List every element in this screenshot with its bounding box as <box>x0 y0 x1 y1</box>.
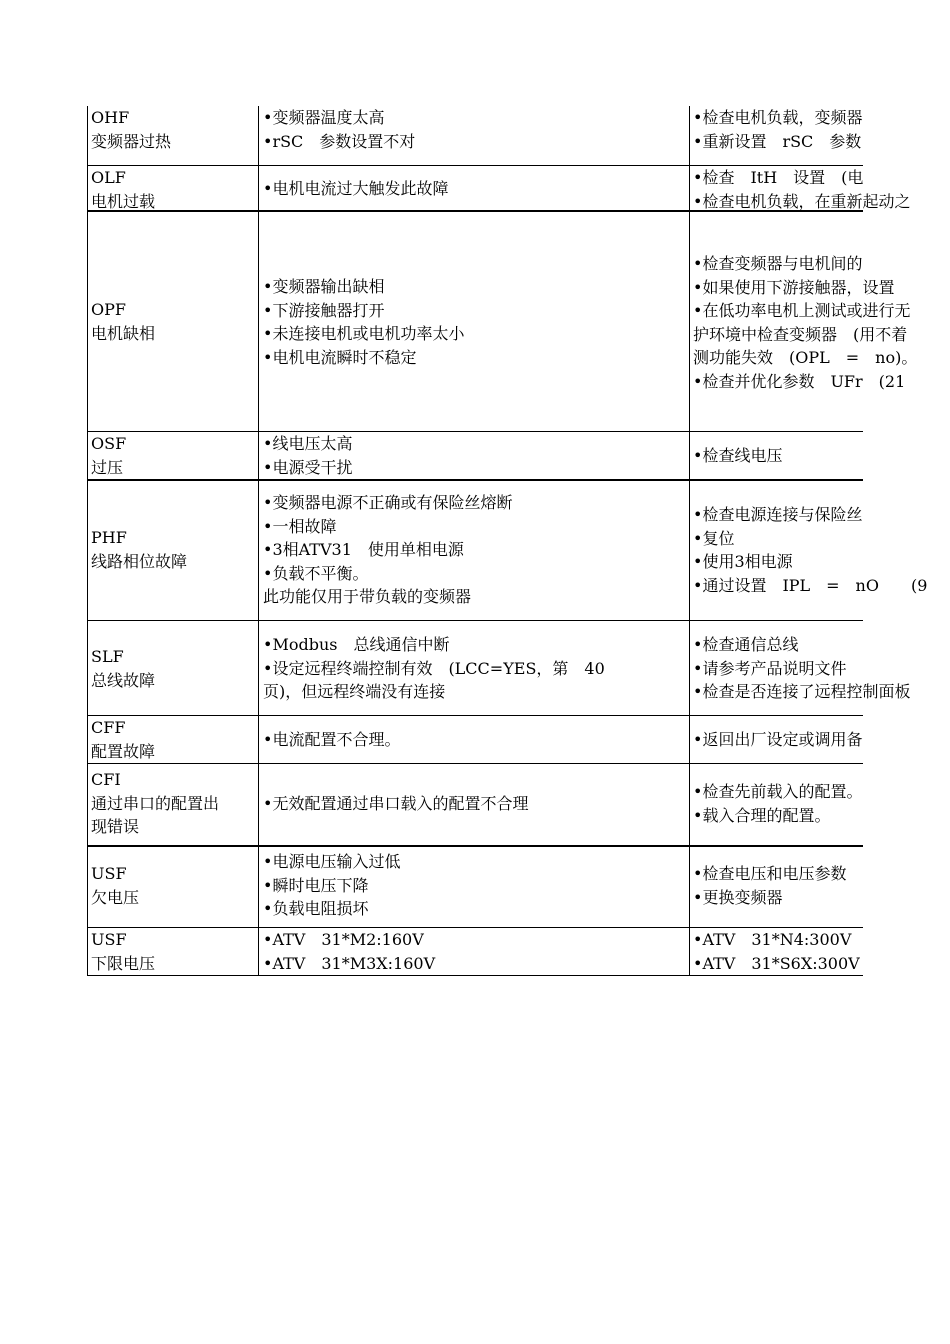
fault-code-cell <box>91 768 256 839</box>
cause-cell <box>263 106 683 153</box>
cause-line: •3相ATV31 使用单相电源 <box>263 540 464 559</box>
fault-code-cell <box>91 862 256 909</box>
remedy-cell <box>693 166 950 213</box>
cause-line: •未连接电机或电机功率太小 <box>263 324 465 343</box>
cause-line: •ATV 31*M2:160V <box>263 930 424 949</box>
remedy-cell <box>693 444 950 468</box>
remedy-line: •返回出厂设定或调用备 <box>693 730 863 749</box>
fault-name: 过压 <box>91 457 124 477</box>
fault-name-cont: 现错误 <box>91 817 140 836</box>
remedy-line: 测功能失效 (OPL = no)。 <box>693 348 918 367</box>
row-line <box>87 620 863 621</box>
row-line <box>87 763 863 764</box>
remedy-line: •检查变频器与电机间的 <box>693 254 863 273</box>
cause-line: 此功能仅用于带负载的变频器 <box>263 587 472 606</box>
cause-line: •电机电流过大触发此故障 <box>263 179 449 198</box>
remedy-cell <box>693 728 950 752</box>
cause-line: •电源电压输入过低 <box>263 852 401 871</box>
cause-cell <box>263 432 683 479</box>
cause-line: •Modbus 总线通信中断 <box>263 635 450 654</box>
fault-code-cell <box>91 166 256 213</box>
fault-code: CFI <box>91 770 121 789</box>
fault-code-cell <box>91 526 256 573</box>
remedy-line: •检查电机负载，在重新起动之 <box>693 191 911 211</box>
row-line <box>87 845 863 847</box>
fault-name: 配置故障 <box>91 741 156 761</box>
remedy-line: •检查是否连接了远程控制面板 <box>693 682 911 701</box>
remedy-line: •请参考产品说明文件 <box>693 658 847 678</box>
fault-code-cell <box>91 645 256 692</box>
remedy-cell <box>693 862 950 909</box>
remedy-line: •通过设置 IPL = nO (9 <box>693 575 928 595</box>
remedy-line: •检查 ItH 设置 (电 <box>693 168 864 187</box>
fault-code: CFF <box>91 718 126 737</box>
cause-cell <box>263 850 683 921</box>
cause-line: •ATV 31*M3X:160V <box>263 953 436 973</box>
fault-name: 电机缺相 <box>91 323 156 343</box>
fault-code: SLF <box>91 647 124 666</box>
remedy-line: •检查电机负载，变频器 <box>693 108 863 127</box>
fault-name: 通过串口的配置出 <box>91 793 220 813</box>
cause-line: •变频器温度太高 <box>263 108 385 127</box>
cause-line: •负载电阻损坏 <box>263 899 369 918</box>
remedy-line: •ATV 31*N4:300V <box>693 930 852 949</box>
remedy-line: •载入合理的配置。 <box>693 805 831 825</box>
fault-name: 电机过载 <box>91 191 156 211</box>
remedy-line: •使用3相电源 <box>693 552 793 571</box>
fault-code-cell <box>91 298 256 345</box>
remedy-cell <box>693 780 950 827</box>
cause-line: •线电压太高 <box>263 434 353 453</box>
fault-name: 变频器过热 <box>91 131 172 151</box>
cause-line: •变频器输出缺相 <box>263 277 385 296</box>
remedy-cell <box>693 106 950 153</box>
cause-cell <box>263 177 683 201</box>
cause-line: •电源受干扰 <box>263 457 353 477</box>
remedy-line: •检查先前载入的配置。 <box>693 782 863 801</box>
fault-code: OLF <box>91 168 126 187</box>
remedy-line: •重新设置 rSC 参数 <box>693 131 862 151</box>
cause-cell <box>263 275 683 369</box>
cause-line: •设定远程终端控制有效 (LCC=YES，第 40 <box>263 658 605 678</box>
remedy-line: 护环境中检查变频器 (用不着 <box>693 324 908 344</box>
cause-cell <box>263 792 683 816</box>
remedy-line: •ATV 31*S6X:300V <box>693 953 860 973</box>
cause-line: •无效配置通过串口载入的配置不合理 <box>263 794 529 813</box>
fault-code: USF <box>91 930 127 949</box>
remedy-line: •检查并优化参数 UFr (21 <box>693 371 906 391</box>
remedy-line: •检查电源连接与保险丝 <box>693 505 863 524</box>
remedy-cell <box>693 252 950 393</box>
cause-cell <box>263 633 683 704</box>
fault-code: USF <box>91 864 127 883</box>
cause-line: 页)，但远程终端没有连接 <box>263 682 446 701</box>
cause-line: •负载不平衡。 <box>263 563 369 583</box>
remedy-line: •复位 <box>693 528 735 548</box>
cause-line: •下游接触器打开 <box>263 300 385 320</box>
cause-cell <box>263 728 683 752</box>
fault-name: 下限电压 <box>91 953 156 973</box>
remedy-line: •检查电压和电压参数 <box>693 864 847 883</box>
fault-code: OPF <box>91 300 126 319</box>
remedy-line: •更换变频器 <box>693 887 783 907</box>
fault-code: OHF <box>91 108 130 127</box>
cause-cell <box>263 928 683 975</box>
remedy-cell <box>693 503 950 597</box>
fault-code: OSF <box>91 434 127 453</box>
fault-code-cell <box>91 928 256 975</box>
fault-code-cell <box>91 432 256 479</box>
cause-line: •变频器电源不正确或有保险丝熔断 <box>263 493 513 512</box>
cause-line: •一相故障 <box>263 516 337 536</box>
remedy-line: •在低功率电机上测试或进行无 <box>693 301 911 320</box>
fault-name: 总线故障 <box>91 670 156 690</box>
row-line <box>87 479 863 481</box>
row-line <box>87 975 863 976</box>
cause-cell <box>263 491 683 609</box>
remedy-line: •如果使用下游接触器，设置 <box>693 277 895 297</box>
remedy-cell <box>693 928 950 975</box>
fault-code-cell <box>91 106 256 153</box>
remedy-line: •检查线电压 <box>693 446 783 465</box>
fault-name: 欠电压 <box>91 887 140 907</box>
fault-code: PHF <box>91 528 127 547</box>
remedy-line: •检查通信总线 <box>693 635 799 654</box>
fault-name: 线路相位故障 <box>91 551 188 571</box>
cause-line: •rSC 参数设置不对 <box>263 131 416 151</box>
cause-line: •瞬时电压下降 <box>263 875 369 895</box>
cause-line: •电流配置不合理。 <box>263 730 401 749</box>
fault-code-cell <box>91 716 256 763</box>
remedy-cell <box>693 633 950 704</box>
cause-line: •电机电流瞬时不稳定 <box>263 347 417 367</box>
